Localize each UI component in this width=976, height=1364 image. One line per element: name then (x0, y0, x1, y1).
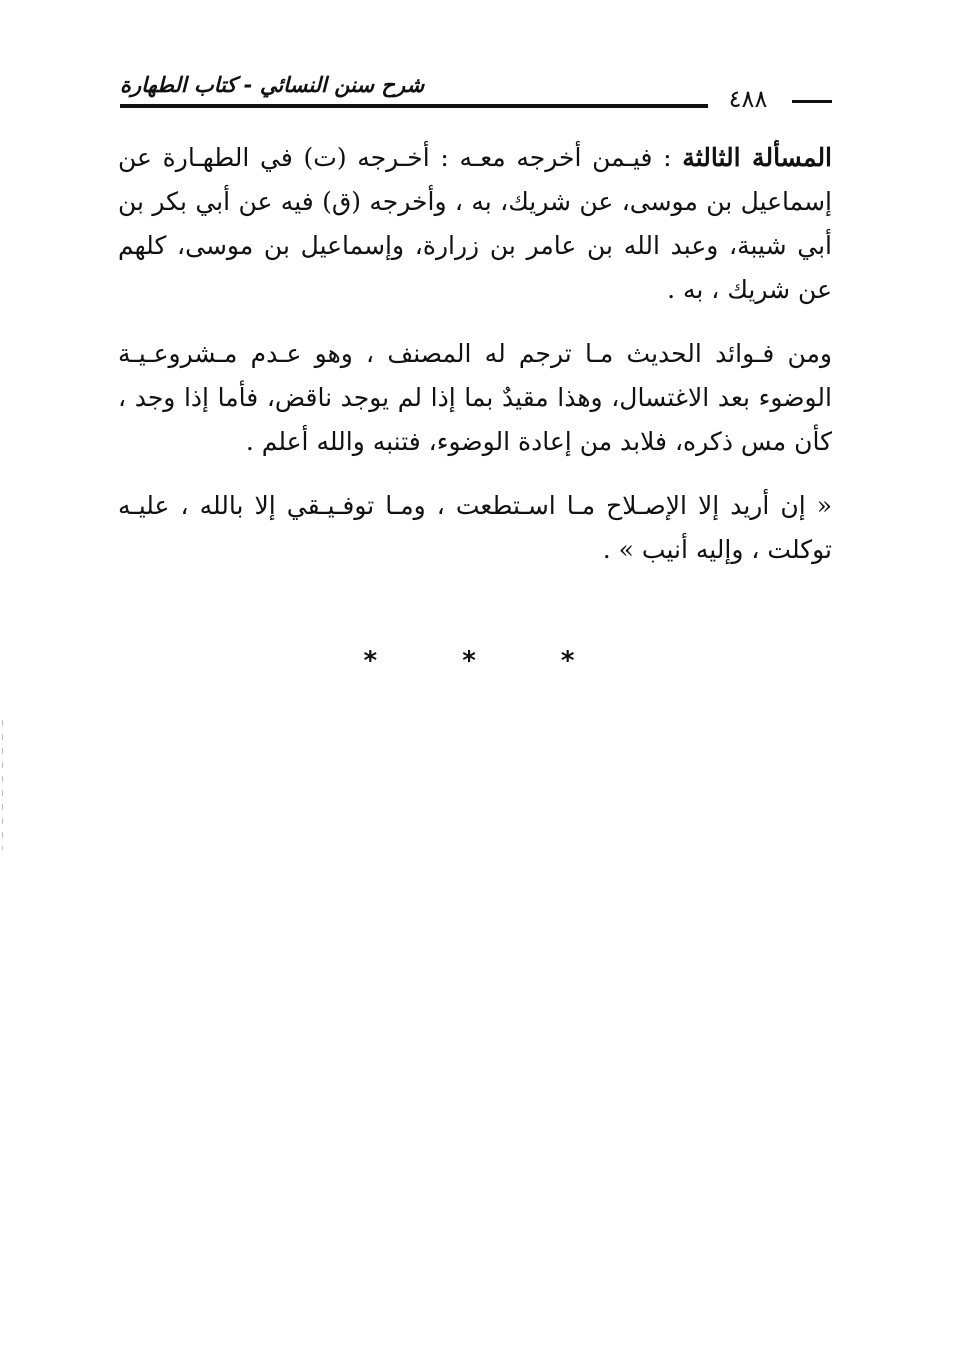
paragraph-1 (118, 136, 832, 312)
header-rule (120, 104, 720, 108)
section-separator: * * * (363, 646, 613, 676)
paragraph-1-text: : فيـمن أخرجه معـه : أخـرجه (ت) في الطهـارة عن إسماعيل بن موسى، عن شريك، به ، وأخرجه (ق) فيه عن أبي بكر بن أبي شيبة، وعبد الله بن عامر بن زرارة، وإسماعيل بن موسى، كلهم عن شريك ، به . (118, 143, 832, 304)
paragraph-2: ومن فـوائد الحديث مـا ترجم له المصنف ، وهو عـدم مـشروعـيـة الوضوء بعد الاغتسال، وهذا مقيدٌ بما إذا لم يوجد ناقض، فأما إذا وجد ، كأن مس ذكره، فلابد من إعادة الوضوء، فتنبه والله أعلم . (118, 339, 832, 456)
paragraph-3: « إن أريد إلا الإصـلاح مـا اسـتطعت ، ومـا توفـيـقي إلا بالله ، عليـه توكلت ، وإليه أنيب » . (118, 491, 832, 564)
header-title: شرح سنن النسائي - كتاب الطهارة (120, 73, 425, 97)
page-number-dash (792, 100, 832, 103)
scan-edge-mark (2, 720, 3, 850)
page-number: ٤٨٨ (708, 84, 788, 114)
paragraph-1-lead: المسألة الثالثة (682, 143, 833, 172)
running-header (120, 70, 832, 116)
